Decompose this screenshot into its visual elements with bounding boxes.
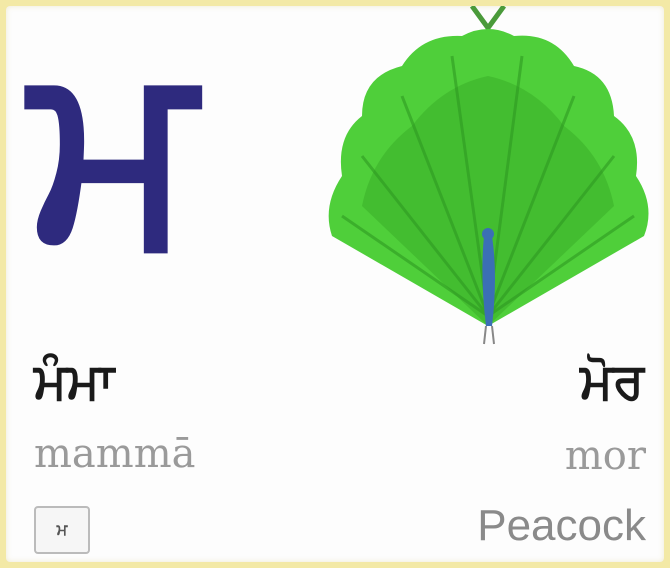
right-word-english: Peacock: [477, 501, 646, 550]
sound-button[interactable]: [34, 506, 90, 554]
left-word-transliteration: mammā: [34, 431, 196, 477]
flashcard: [6, 6, 664, 562]
sound-label: ਮ: [56, 520, 68, 539]
right-word-gurmukhi: ਮੋਰ: [580, 352, 644, 410]
left-word-gurmukhi: ਮੰਮਾ: [34, 352, 115, 410]
peacock-icon: [322, 6, 666, 346]
right-word-transliteration: mor: [564, 433, 646, 479]
big-letter: ਮ: [30, 5, 195, 296]
